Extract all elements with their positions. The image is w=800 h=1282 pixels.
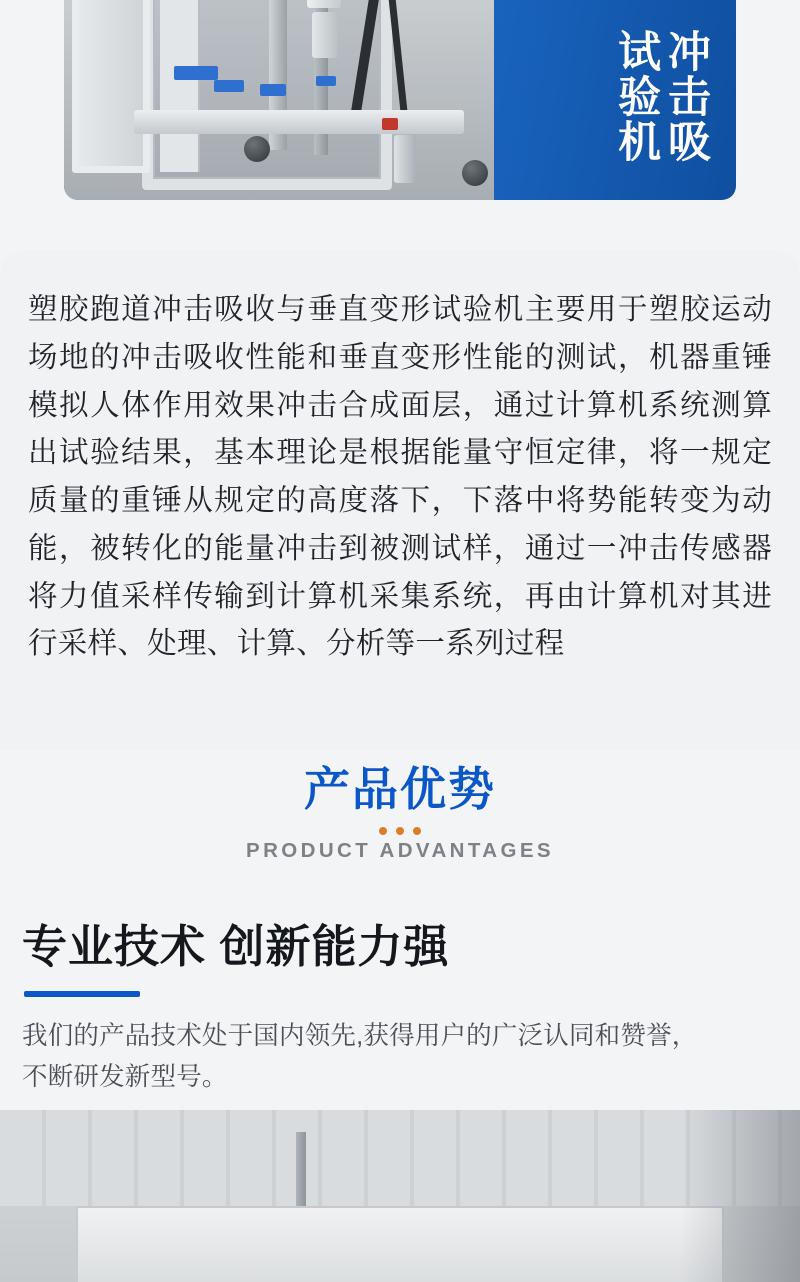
hero-title-line-1: 冲击吸	[662, 29, 710, 164]
bottom-photo-shadow	[680, 1110, 800, 1282]
feature-title: 专业技术 创新能力强	[22, 921, 450, 972]
advantages-heading-en: PRODUCT ADVANTAGES	[246, 839, 554, 863]
machine-inner-frame	[160, 0, 200, 172]
machine-clamp-1	[174, 66, 218, 80]
bottom-photo-panel	[76, 1206, 724, 1282]
machine-clamp-4	[382, 118, 398, 130]
machine-clamp-2	[214, 80, 244, 92]
machine-base-bar	[134, 110, 464, 134]
advantages-dots-decoration	[0, 827, 800, 835]
hero-banner	[64, 0, 736, 200]
machine-clamp-5	[316, 76, 336, 86]
hero-title	[480, 0, 710, 164]
hero-title-line-2: 试验机	[612, 29, 661, 164]
feature-block	[22, 920, 778, 1099]
dot-icon-2	[396, 827, 404, 835]
machine-door-panel	[72, 0, 150, 173]
description-text: 塑胶跑道冲击吸收与垂直变形试验机主要用于塑胶运动场地的冲击吸收性能和垂直变形性能的测试，机器重锤模拟人体作用效果冲击合成面层，通过计算机系统测算出试验结果，基本理论是根据能量守恒定律，将一规定质量的重锤从规定的高度落下，下落中将势能转变为动能，被转化的能量冲击到被测试样，通过一冲击传感器将力值采样传输到计算机采集系统，再由计算机对其进行采样、处理、计算、分析等一系列过程	[28, 293, 772, 661]
dot-icon-1	[379, 827, 387, 835]
dot-icon-3	[413, 827, 421, 835]
machine-cylinder-upper	[307, 0, 341, 8]
bottom-product-photo	[0, 1110, 800, 1282]
bottom-photo-post	[296, 1132, 306, 1210]
advantages-heading	[0, 762, 800, 863]
feature-divider	[24, 991, 140, 997]
machine-cylinder-lower	[312, 12, 338, 58]
advantages-heading-cn: 产品优势	[304, 763, 496, 815]
description-card	[0, 250, 800, 750]
feature-body: 我们的产品技术处于国内领先,获得用户的广泛认同和赞誉，不断研发新型号。	[22, 1022, 698, 1092]
machine-caster-left	[244, 136, 270, 162]
machine-foot	[394, 135, 416, 183]
machine-clamp-3	[260, 84, 286, 96]
hero-machine-photo	[64, 0, 494, 200]
